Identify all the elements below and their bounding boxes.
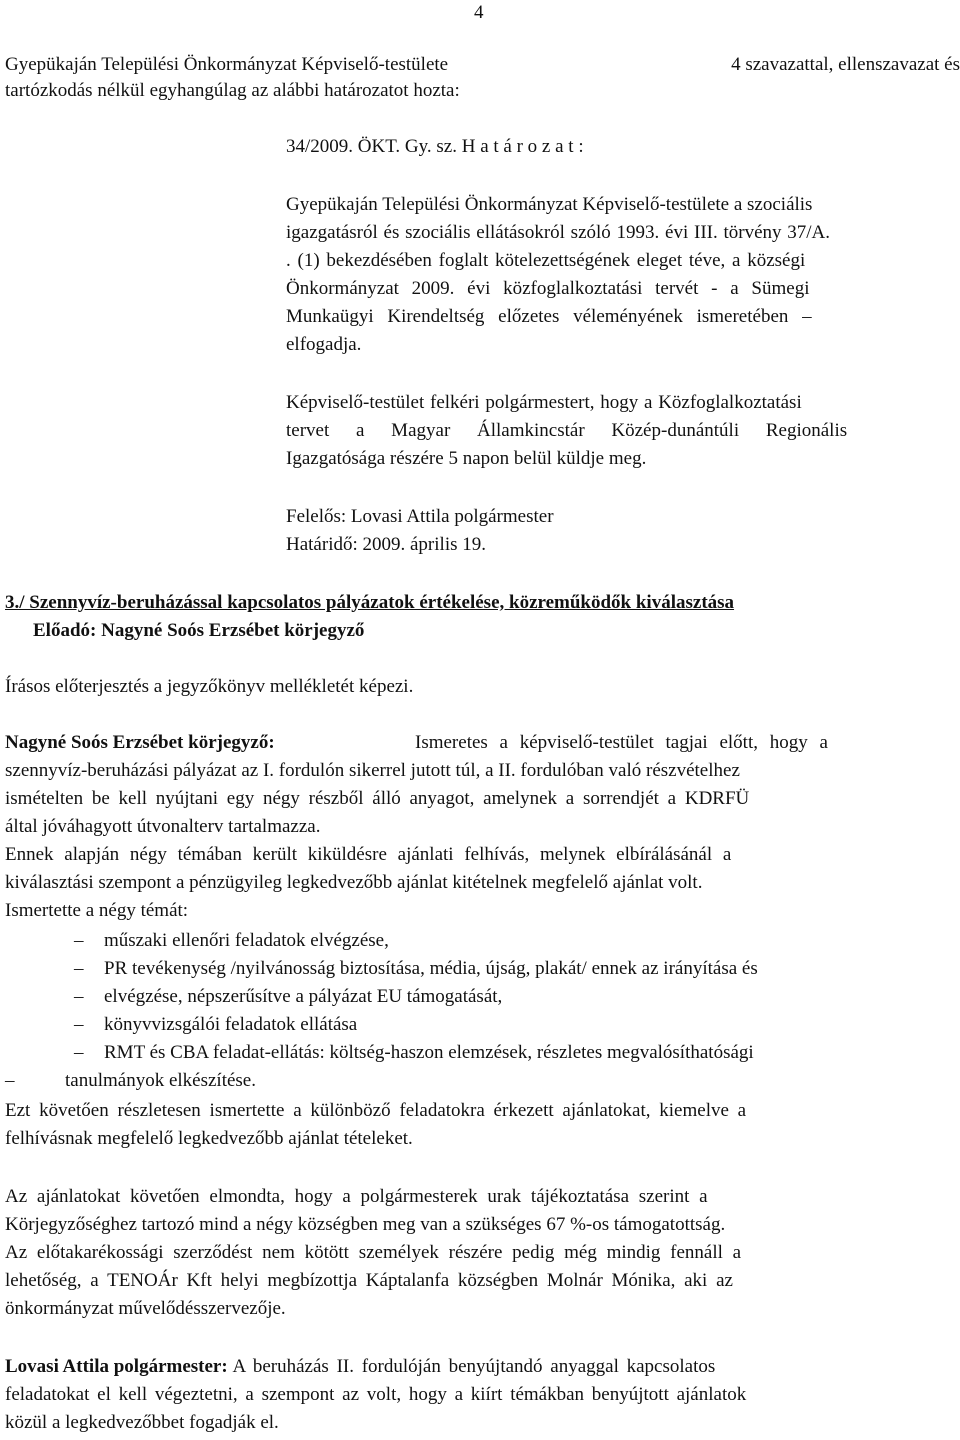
list-item: – tanulmányok elkészítése. (5, 1070, 256, 1091)
written-submission-note: Írásos előterjesztés a jegyzőkönyv mellékletét képezi. (5, 676, 414, 697)
speaker2-line: feladatokat el kell végeztetni, a szempont az volt, hogy a kiírt témákban benyújtott ajánlatok (5, 1384, 747, 1405)
page-number: 4 (474, 2, 484, 23)
speaker2-first-line (5, 1356, 955, 1378)
offers-line: lehetőség, a TENOÁr Kft helyi megbízottja Káptalanfa községben Molnár Mónika, aki az (5, 1270, 733, 1291)
resolution-para2-line: Igazgatósága részére 5 napon belül küldje meg. (286, 448, 647, 469)
offers-line: önkormányzat művelődésszervezője. (5, 1298, 286, 1319)
offers-line: Az előtakarékossági szerződést nem kötött személyek részére pedig még mindig fennáll a (5, 1242, 742, 1263)
speaker1-text: Ismeretes a képviselő-testület tagjai előtt, hogy a (415, 732, 828, 753)
speaker1-line: Ismertette a négy témát: (5, 900, 189, 921)
section-presenter: Előadó: Nagyné Soós Erzsébet körjegyző (33, 620, 365, 641)
speaker1-line: által jóváhagyott útvonalterv tartalmazza. (5, 816, 321, 837)
speaker2-line: közül a legkedvezőbbet fogadják el. (5, 1412, 279, 1433)
speaker1-line: ismételten be kell nyújtani egy négy részből álló anyagot, amelynek a sorrendjét a KDRFÜ (5, 788, 750, 809)
offers-line: Az ajánlatokat követően elmondta, hogy a polgármesterek urak tájékoztatása szerint a (5, 1186, 708, 1207)
list-item: – RMT és CBA feladat-ellátás: költség-haszon elemzések, részletes megvalósíthatósági (74, 1042, 754, 1063)
speaker1-line: Ennek alapján négy témában került kiküldésre ajánlati felhívás, melynek elbírálásánál a (5, 844, 732, 865)
speaker2-text: A beruházás II. fordulóján benyújtandó anyaggal kapcsolatos (232, 1356, 716, 1377)
resolution-heading: 34/2009. ÖKT. Gy. sz. H a t á r o z a t : (286, 136, 584, 157)
resolution-para1-line: . (1) bekezdésében foglalt kötelezettségének eleget téve, a községi (286, 250, 806, 271)
intro-line-1-left: Gyepükaján Települési Önkormányzat Képviselő-testülete (5, 54, 449, 75)
resolution-para1-line: igazgatásról és szociális ellátásokról szóló 1993. évi III. törvény 37/A. (286, 222, 831, 243)
resolution-para1-line: Munkaügyi Kirendeltség előzetes véleményének ismeretében – (286, 306, 812, 327)
list-item: – műszaki ellenőri feladatok elvégzése, (74, 930, 389, 951)
list-item: – könyvvizsgálói feladatok ellátása (74, 1014, 358, 1035)
offers-line: Körjegyzőséghez tartozó mind a négy községben meg van a szükséges 67 %-os támogatottság. (5, 1214, 726, 1235)
responsible-line: Felelős: Lovasi Attila polgármester (286, 506, 554, 527)
speaker1-line: kiválasztási szempont a pénzügyileg legkedvezőbb ajánlat kitételnek megfelelő ajánlat volt. (5, 872, 703, 893)
intro-line-2: tartózkodás nélkül egyhangúlag az alábbi határozatot hozta: (5, 80, 460, 101)
after-list-line: felhívásnak megfelelő legkedvezőbb ajánlat tételeket. (5, 1128, 413, 1149)
speaker2-name: Lovasi Attila polgármester: (5, 1356, 228, 1377)
section-title: 3./ Szennyvíz-beruházással kapcsolatos pályázatok értékelése, közreműködők kiválasztása (5, 592, 735, 613)
intro-line-1-right: 4 szavazattal, ellenszavazat és (731, 54, 960, 75)
speaker1-name: Nagyné Soós Erzsébet körjegyző: (5, 732, 275, 753)
resolution-para1-line: Gyepükaján Települési Önkormányzat Képviselő-testülete a szociális (286, 194, 813, 215)
list-item: – elvégzése, népszerűsítve a pályázat EU támogatását, (74, 986, 503, 1007)
after-list-line: Ezt követően részletesen ismertette a különböző feladatokra érkezett ajánlatokat, kiemelve a (5, 1100, 747, 1121)
speaker1-line: szennyvíz-beruházási pályázat az I. fordulón sikerrel jutott túl, a II. fordulóban való részvételhez (5, 760, 740, 781)
resolution-para1-line: elfogadja. (286, 334, 362, 355)
speaker1-first-line (5, 732, 955, 754)
resolution-para1-line: Önkormányzat 2009. évi közfoglalkoztatási tervét - a Sümegi (286, 278, 810, 299)
deadline-line: Határidő: 2009. április 19. (286, 534, 486, 555)
resolution-para2-line: Képviselő-testület felkéri polgármestert, hogy a Közfoglalkoztatási (286, 392, 802, 413)
list-item: – PR tevékenység /nyilvánosság biztosítása, média, újság, plakát/ ennek az irányítása és (74, 958, 758, 979)
resolution-para2-line: tervet a Magyar Államkincstár Közép-dunántúli Regionális (286, 420, 848, 441)
intro-line-1 (5, 54, 960, 76)
